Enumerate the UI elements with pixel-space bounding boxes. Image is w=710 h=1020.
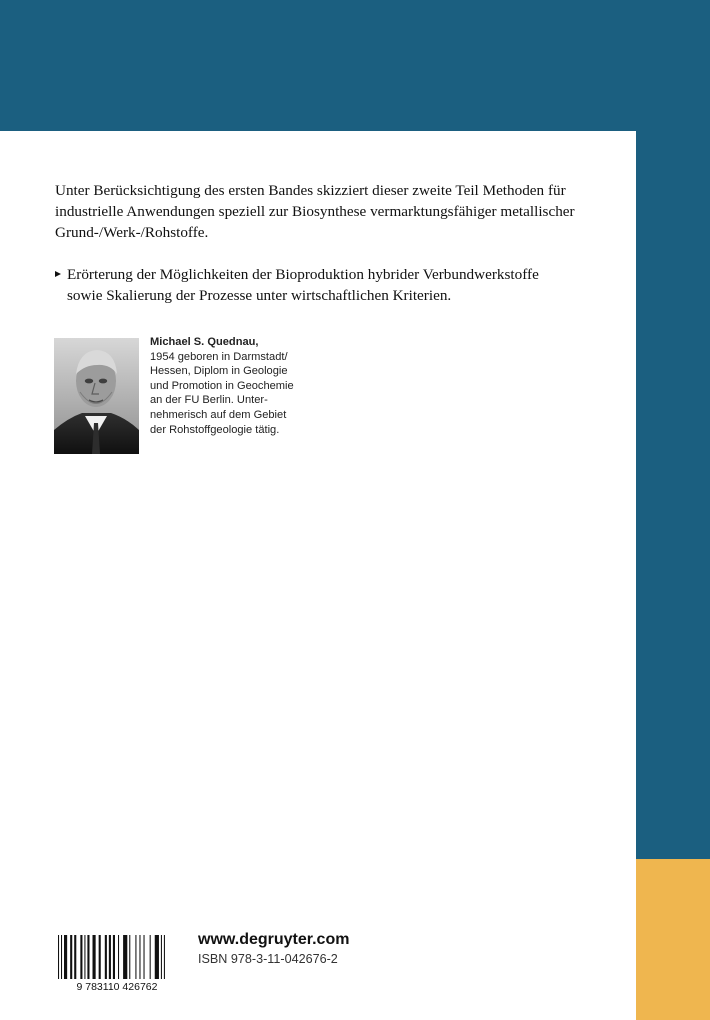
barcode-bars — [58, 935, 165, 979]
barcode-bar — [155, 935, 159, 979]
barcode-bar — [139, 935, 140, 979]
top-blue-band — [0, 0, 710, 131]
barcode-bar — [93, 935, 96, 979]
barcode-bar — [58, 935, 59, 979]
barcode-bar — [70, 935, 72, 979]
author-name: Michael S. Quednau, — [150, 336, 259, 348]
barcode-bar — [109, 935, 111, 979]
barcode-bar — [164, 935, 165, 979]
barcode-bar — [87, 935, 89, 979]
barcode-bar — [74, 935, 76, 979]
barcode-bar — [61, 935, 62, 979]
isbn-text: ISBN 978-3-11-042676-2 — [198, 952, 338, 966]
author-photo — [54, 338, 139, 454]
bullet-text: Erörterung der Möglichkeiten der Bioproduktion hybrider Verbundwerkstoffe sowie Skalierung der Prozesse unter wirtschaftlichen Kriterien. — [67, 266, 539, 304]
barcode-bar — [105, 935, 107, 979]
barcode-bar — [84, 935, 85, 979]
barcode-bar — [64, 935, 67, 979]
author-info — [150, 335, 370, 437]
barcode-bar — [113, 935, 115, 979]
right-blue-band — [636, 131, 710, 859]
barcode-bar — [161, 935, 162, 979]
barcode-bar — [144, 935, 145, 979]
barcode-bar — [118, 935, 119, 979]
barcode-bar — [123, 935, 127, 979]
barcode-bar — [135, 935, 136, 979]
description-bullet — [55, 264, 600, 306]
barcode-bar — [80, 935, 82, 979]
description-intro: Unter Berücksichtigung des ersten Bandes skizziert dieser zweite Teil Methoden für industrielle Anwendungen speziell zur Biosynthese vermarktungsfähiger metallischer Grund-/Werk-/Rohstoffe. — [55, 182, 575, 241]
barcode-bar — [150, 935, 151, 979]
barcode-bar — [129, 935, 130, 979]
author-bio: 1954 geboren in Darmstadt/ Hessen, Diplom in Geologie und Promotion in Geochemie an der FU Berlin. Unter- nehmerisch auf dem Gebiet der Rohstoffgeologie tätig. — [150, 350, 294, 436]
barcode-number: 9 783110 426762 — [76, 981, 158, 992]
accent-yellow-band — [636, 859, 710, 1020]
barcode-bar — [99, 935, 101, 979]
publisher-website[interactable]: www.degruyter.com — [198, 931, 350, 948]
bullet-triangle-icon — [55, 271, 61, 277]
isbn-barcode — [54, 935, 179, 992]
